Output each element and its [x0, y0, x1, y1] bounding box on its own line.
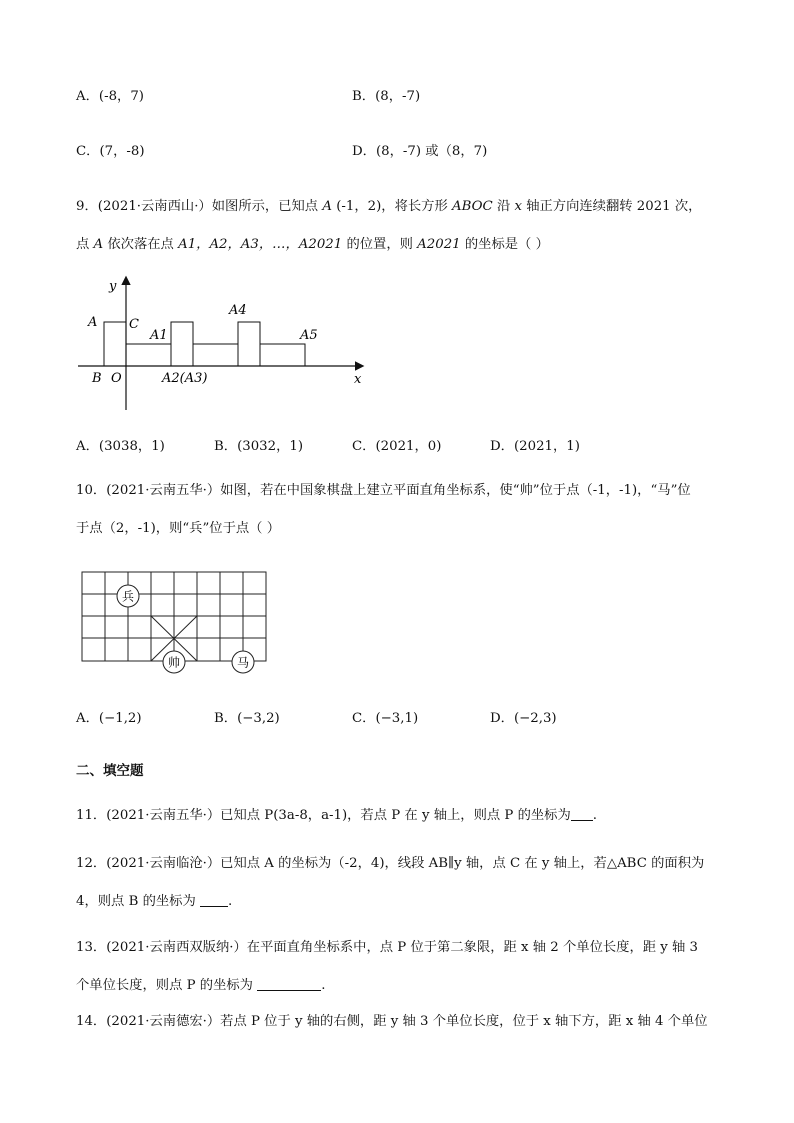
q10-option-d: D．(−2,3) — [490, 711, 557, 726]
rect-pos1 — [126, 344, 171, 366]
q12-stem-line2: 4，则点 B 的坐标为 . — [76, 894, 233, 909]
q8-option-a: A．(-8，7) — [76, 89, 144, 104]
label-b: B — [92, 371, 102, 386]
q14-stem-line1: 14．(2021·云南德宏·）若点 P 位于 y 轴的右侧，距 y 轴 3 个单位长度，位于 x 轴下方，距 x 轴 4 个单位 — [76, 1014, 708, 1029]
label-a: A — [88, 315, 98, 330]
q11-stem: 11．(2021·云南五华·）已知点 P(3a-8，a-1)，若点 P 在 y 轴上，则点 P 的坐标为 . — [76, 808, 597, 823]
q9-figure — [70, 270, 380, 415]
svg-text:马: 马 — [236, 655, 250, 670]
q11-answer-blank[interactable] — [571, 807, 593, 821]
rect-pos2 — [171, 322, 193, 366]
rect-pos5 — [260, 344, 305, 366]
piece-shuai — [163, 651, 185, 673]
piece-ma — [232, 651, 254, 673]
svg-text:帅: 帅 — [167, 655, 181, 670]
rect-pos3 — [193, 344, 238, 366]
label-a1: A1 — [150, 328, 168, 343]
rect-pos4 — [238, 322, 260, 366]
q9-option-a: A．(3038，1) — [76, 439, 165, 454]
label-a4: A4 — [229, 303, 247, 318]
q10-option-b: B．(−3,2) — [214, 711, 280, 726]
rect-aboc — [104, 322, 126, 366]
q9-stem-line2: 点 A 依次落在点 A1，A2，A3，…，A2021 的位置，则 A2021 的坐标是（ ） — [76, 237, 549, 252]
y-label: y — [109, 279, 117, 294]
q12-stem-line1: 12．(2021·云南临沧·）已知点 A 的坐标为（-2，4)，线段 AB∥y 轴，点 C 在 y 轴上，若△ABC 的面积为 — [76, 856, 705, 871]
q10-option-a: A．(−1,2) — [76, 711, 142, 726]
q13-answer-blank[interactable] — [257, 977, 321, 991]
q9-stem-line1: 9．(2021·云南西山·）如图所示，已知点 A (-1，2)，将长方形 ABOC 沿 x 轴正方向连续翻转 2021 次， — [76, 199, 702, 214]
q8-option-c: C．(7，-8) — [76, 144, 145, 159]
q8-option-b: B．(8，-7) — [352, 89, 421, 104]
q13-stem-line2: 个单位长度，则点 P 的坐标为 . — [76, 978, 326, 993]
q8-option-d: D．(8，-7) 或（8，7) — [352, 144, 488, 159]
q9-option-d: D．(2021，1) — [490, 439, 580, 454]
piece-bing — [117, 585, 139, 607]
label-c: C — [129, 317, 139, 332]
q9-option-c: C．(2021，0) — [352, 439, 442, 454]
label-a2a3: A2(A3) — [162, 371, 208, 386]
x-label: x — [354, 372, 362, 387]
section-title-fill-blank: 二、填空题 — [76, 763, 144, 779]
svg-text:兵: 兵 — [121, 589, 135, 604]
q9-option-b: B．(3032，1) — [214, 439, 304, 454]
q10-figure — [76, 565, 276, 683]
label-o: O — [111, 371, 122, 386]
label-a5: A5 — [300, 328, 318, 343]
q10-stem-line2: 于点（2，-1)，则“兵”位于点（ ） — [76, 521, 280, 536]
q12-answer-blank[interactable] — [200, 893, 228, 907]
q10-stem-line1: 10．(2021·云南五华·）如图，若在中国象棋盘上建立平面直角坐标系，使“帅”位于点（-1，-1)，“马”位 — [76, 483, 691, 498]
q10-option-c: C．(−3,1) — [352, 711, 419, 726]
q13-stem-line1: 13．(2021·云南西双版纳·）在平面直角坐标系中，点 P 位于第二象限，距 x 轴 2 个单位长度，距 y 轴 3 — [76, 940, 699, 955]
